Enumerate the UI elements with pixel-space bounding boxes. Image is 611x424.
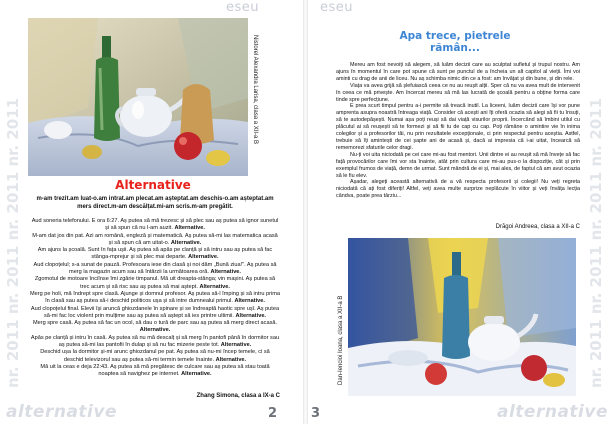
paragraph: Merg spre casă. Aș putea să fac un ocol, să dau o tură de parc sau aș putea să merg direct acasă. Alternative. bbox=[32, 320, 278, 334]
paragraph: M-am dat jos din pat. Azi am română, engleză și matematică. Aș putea să-mi las matematica acasă și să spun că am uitat-o. Alternative. bbox=[32, 232, 278, 246]
alternative-emphasis: Alternative. bbox=[220, 342, 252, 349]
footer-logo-left: alternative bbox=[6, 402, 117, 422]
side-strip-left bbox=[2, 10, 26, 390]
paragraph: Viața va avea grijă să șlefuiască ceea ce nu au reușit alții. Sper că nu va avea mult de intervenit în ceea ce mă privește. Am încercat mereu să mă las lucrată de școală pentru a obține forma care tinde spre perfecțiune. bbox=[336, 82, 580, 103]
paragraph: E prea scurt timpul pentru a-i permite să treacă inutil. La liceeni, luăm decizii care își vor pune amprenta asupra noastră întreaga viață. Consider că acești ani îți oferă ocazia să alegi să fii tu însuți, să te autodepășești. Numai așa poți reuși să dai viață visurilor proprii. Încercând să îmbini utilul cu plăcutul ai să reușești să te formezi și să fii tu de cap cu cap. Poți rămâne o amintire vie în inima colegilor și a profesorilor tăi, nu prin rezultatele excepționale, ci prin respectul pentru aceștia. Astfel, trebuie să îți amintești de cei șapte ani de acasă și, dacă ai impresia că i-ai uitat, încearcă să rememorezi sfaturile celor dragi. bbox=[336, 103, 580, 151]
painting-caption-right: Dan-Iencioi Ioana, clasa a XII-a B bbox=[338, 295, 344, 385]
section-tag-left: eseu bbox=[226, 0, 260, 15]
article-body-left bbox=[30, 218, 280, 379]
paragraph: Nu-ți voi uita niciodată pe cei care mi-au fost mentori. Unii dintre ei au reușit să mă învețe să fac față provocărilor care îmi vor sta înainte, atât prin cultura care mi-au pus-o la dispoziție, cât și prin exemplul frumos de viață, demn de urmat. Sunt mândră de ei și, mai ales, de faptul că am avut ocazia să le fiu elev. bbox=[336, 151, 580, 179]
paragraph: Mă uit la ceas e deja 22:43. Aș putea să mă pregătesc de culcare sau aș putea să stau toată noaptea să navighez pe internet. Alternative. bbox=[40, 363, 270, 378]
side-strip-text-right: nr. 2011 nr. 2011 nr. 2011 nr. 2011 bbox=[587, 97, 605, 388]
paragraph: Deschid ușa la dormitor și-mi arunc ghiozdanul pe pat. Aș putea să nu-mi încep temele, ci să deschid televizorul sau aș putea să-mi termin temele înainte. Alternative. bbox=[40, 349, 270, 363]
paragraph: Aud clopoțelul; s-a sunat de pauză. Profesoara iese din clasă și noi dăm „Bună ziua!". Aș putea să merg la magazin acum sau să întârzii la următoarea oră. Alternative. bbox=[33, 261, 277, 276]
paragraph: Mereu am fost nevoiți să alegem, să luăm decizii care au sculptat sufletul și trupul nostru. Am ajuns în momentul în care pot spune că sunt pe punctul de a încheia un alt capitol al vieții. Îmi voi aminti cu drag de anii de liceu. Nu aș schimba nimic din ce a fost: am învățat și din bune, și din rele. bbox=[336, 62, 580, 82]
author-signature-left: Zhang Simona, clasa a IX-a C bbox=[196, 393, 280, 399]
alternative-emphasis: Alternative. bbox=[188, 254, 219, 261]
page-number-left: 2 bbox=[268, 406, 278, 421]
paragraph: Zgomotul de motoare înciînse îmi zgârie timpanul. Mă uit dreapta-stânga; vin mașini. Aș putea să trec acum și să risc sau aș putea să mai aștept. Alternative. bbox=[34, 276, 276, 290]
alternative-emphasis: Alternative. bbox=[181, 371, 212, 378]
footer-logo-right: alternative bbox=[497, 402, 608, 422]
still-life-illustration-left bbox=[28, 18, 248, 176]
paragraph: Aud soneria telefonului. E ora 6:27. Aș putea să mă trezesc și să plec sau aș putea să ignor sunetul și să spun că nu l-am auzit. Alternative. bbox=[31, 218, 279, 232]
alternative-emphasis: Alternative. bbox=[234, 298, 265, 305]
alternative-emphasis: Alternative. bbox=[210, 269, 241, 276]
alternative-emphasis: Alternative. bbox=[170, 239, 202, 246]
alternative-emphasis: Alternative. bbox=[174, 225, 205, 232]
alternative-emphasis: Alternative. bbox=[199, 283, 230, 290]
alternative-emphasis: Alternative. bbox=[235, 312, 266, 319]
paragraph: Am ajuns la școală. Sunt în fața ușii. Aș putea să apăs pe clanță și să intru sau aș putea să fac stânga-mprejur și să plec mai departe. Alternative. bbox=[37, 247, 273, 261]
paragraph: Apăs pe clanță și intru în casă. Aș putea să nu mă descalț și să merg în pantofi până în dormitor sau aș putea să-mi las pantofii în dulap și să nu fac mizerie peste tot. Alternative. bbox=[30, 334, 280, 349]
painting-caption-left: Nistorel Alexandra Larisa, clasa a XII-a B bbox=[252, 35, 258, 145]
article-title-alternative: Alternative bbox=[115, 178, 191, 192]
still-life-illustration-right bbox=[348, 238, 576, 396]
paragraph: Așadar, alegeți această alternativă de a vă respecta profesorii și colegii! Nu veți regreta niciodată că ați fost diferiți! Altfel, veți avea multe surprize neplăcute în viitor și veți învăța lecția cândva, poate prea târziu... bbox=[336, 179, 580, 200]
section-tag-right: eseu bbox=[320, 0, 354, 15]
side-strip-right bbox=[585, 10, 609, 390]
side-strip-text-left: nr. 2011 nr. 2011 nr. 2011 nr. 2011 bbox=[4, 97, 22, 388]
paragraph: Aud clopoțelul final. Elevii își aruncă ghiozdanele în spinare și se îndreaptă haotic spre ușî. Aș putea să-mi fac loc violent prin mulțime sau aș putea să aștept să ies printre ultimii. Alternative. bbox=[30, 305, 280, 319]
article-intro: m-am trezit.am luat-o.am intrat.am plecat.am așteptat.am deschis-o.am așteptat.am mers direct.m-am descălțat.mi-am scris.m-am pregătit. bbox=[36, 196, 274, 210]
author-signature-right: Drăgoi Andreea, clasa a XII-a C bbox=[495, 224, 580, 230]
alternative-emphasis: Alternative. bbox=[139, 327, 171, 334]
article-body-right bbox=[336, 62, 580, 200]
paragraph: Merg pe holi, mă îndrept spre clasă. Ajunge și domnul profesor. Aș putea să-l împing și să intru prima în clasă sau aș putea să-i deschid politicos ușa și să intre dumnealui primul. Alternative. bbox=[30, 290, 280, 305]
article-title-apa-trece: Apa trece, pietrele rămân... bbox=[399, 30, 511, 54]
alternative-emphasis: Alternative. bbox=[215, 356, 247, 363]
still-life-painting-left bbox=[28, 18, 248, 176]
still-life-painting-right bbox=[348, 238, 576, 396]
page-number-right: 3 bbox=[311, 406, 321, 421]
